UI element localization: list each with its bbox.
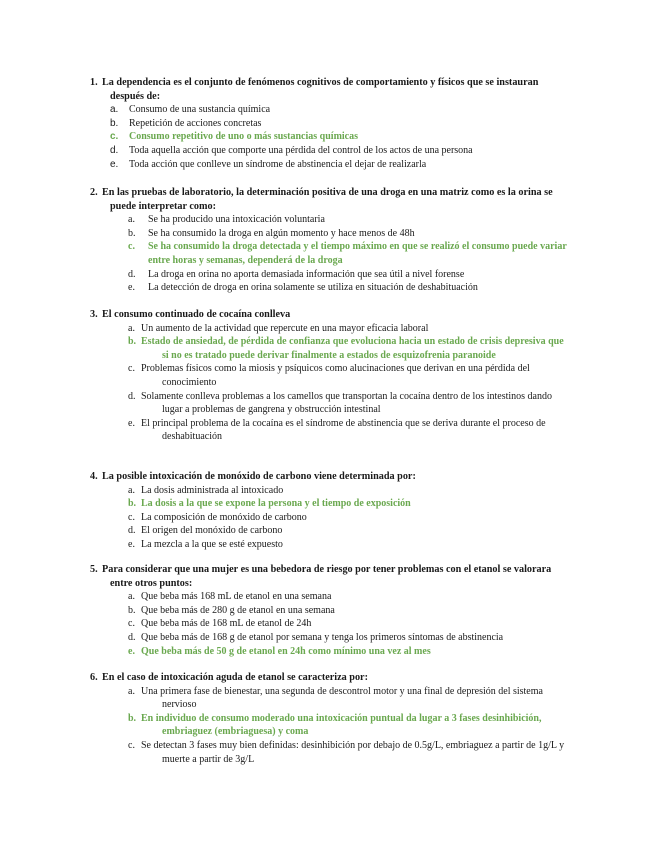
option-d: d. El origen del monóxido de carbono — [128, 525, 283, 537]
option-c: c. Que beba más de 168 mL de etanol de 24h — [128, 618, 312, 630]
question-stem: En el caso de intoxicación aguda de etanol se caracteriza por: — [102, 672, 368, 683]
option-e: e. El principal problema de la cocaína es el síndrome de abstinencia que se deriva durante el proceso de deshabituación — [128, 417, 546, 443]
question-4 — [90, 470, 570, 552]
question-3 — [90, 308, 570, 444]
option-b-correct: b. Estado de ansiedad, de pérdida de confianza que evoluciona hacia un estado de crisis depresiva que si no es tratado puede derivar finalmente a estados de esquizofrenia paranoide — [128, 336, 564, 361]
option-b: b. Se ha consumido la droga en algún momento y hace menos de 48h — [128, 227, 415, 239]
option-d: d. Toda aquella acción que comporte una pérdida del control de los actos de una persona — [110, 144, 473, 156]
question-6 — [90, 671, 570, 766]
option-a: a. Un aumento de la actividad que repercute en una mayor eficacia laboral — [128, 322, 429, 334]
option-e-correct: e. Que beba más de 50 g de etanol en 24h como mínimo una vez al mes — [128, 645, 431, 657]
question-6-text — [90, 671, 570, 685]
question-stem: El consumo continuado de cocaína conlleva — [102, 309, 291, 320]
option-b: b. Repetición de acciones concretas — [110, 117, 262, 129]
question-5-text — [90, 563, 570, 590]
question-1-text — [90, 76, 570, 103]
option-c-correct: c. Consumo repetitivo de uno o más sustancias químicas — [110, 131, 359, 143]
question-2-text — [90, 186, 570, 213]
option-c: c. Problemas físicos como la miosis y psíquicos como alucinaciones que derivan en una pérdida del conocimiento — [128, 363, 530, 388]
question-number: 1. — [90, 77, 98, 88]
option-c: c. Se detectan 3 fases muy bien definidas: desinhibición por debajo de 0.5g/L, embriaguez a partir de 1g/L y muerte a partir de 3g/L — [128, 739, 565, 765]
option-c: c. La composición de monóxido de carbono — [128, 511, 307, 523]
option-e: e. La mezcla a la que se esté expuesto — [128, 538, 283, 550]
option-e: e. Toda acción que conlleve un síndrome de abstinencia el dejar de realizarla — [110, 158, 427, 170]
question-stem: Para considerar que una mujer es una bebedora de riesgo por tener problemas con el etanol se valorara entre otros puntos: — [102, 564, 552, 589]
option-a: a. Una primera fase de bienestar, una segunda de descontrol motor y una final de depresión del sistema nervioso — [128, 685, 543, 711]
option-d: d. Que beba más de 168 g de etanol por semana y tenga los primeros síntomas de abstinencia — [128, 631, 504, 643]
question-number: 4. — [90, 471, 98, 482]
question-1 — [90, 76, 570, 171]
question-5 — [90, 563, 570, 658]
option-a: a. Que beba más 168 mL de etanol en una semana — [128, 591, 332, 603]
question-number: 6. — [90, 672, 98, 683]
question-number: 2. — [90, 187, 98, 198]
question-stem: En las pruebas de laboratorio, la determinación positiva de una droga en una matriz como es la orina se puede interpretar como: — [102, 187, 553, 212]
question-number: 3. — [90, 309, 98, 320]
option-b-correct: b. La dosis a la que se expone la persona y el tiempo de exposición — [128, 498, 411, 510]
option-b: b. Que beba más de 280 g de etanol en una semana — [128, 604, 335, 616]
question-stem: La posible intoxicación de monóxido de carbono viene determinada por: — [102, 471, 416, 482]
question-4-text — [90, 470, 570, 484]
option-a: a. Consumo de una sustancia química — [110, 104, 271, 116]
question-stem: La dependencia es el conjunto de fenómenos cognitivos de comportamiento y físicos que se instauran después de: — [102, 77, 539, 102]
option-b-correct: b. En individuo de consumo moderado una intoxicación puntual da lugar a 3 fases desinhibición, embriaguez (embriaguesa) y coma — [128, 712, 542, 738]
option-a: a. La dosis administrada al intoxicado — [128, 484, 284, 496]
question-3-text — [90, 308, 570, 322]
option-a: a. Se ha producido una intoxicación voluntaria — [128, 214, 325, 226]
option-c-correct: c. Se ha consumido la droga detectada y el tiempo máximo en que se realizó el consumo puede variar entre horas y semanas, dependerá de la droga — [128, 241, 567, 266]
question-2 — [90, 186, 570, 295]
option-d: d. La droga en orina no aporta demasiada información que sea útil a nivel forense — [128, 268, 465, 280]
question-number: 5. — [90, 564, 98, 575]
option-d: d. Solamente conlleva problemas a los camellos que transportan la cocaína dentro de los intestinos dando lugar a problemas de gangrena y obstrucción intestinal — [128, 390, 552, 416]
option-e: e. La detección de droga en orina solamente se utiliza en situación de deshabituación — [128, 282, 478, 294]
